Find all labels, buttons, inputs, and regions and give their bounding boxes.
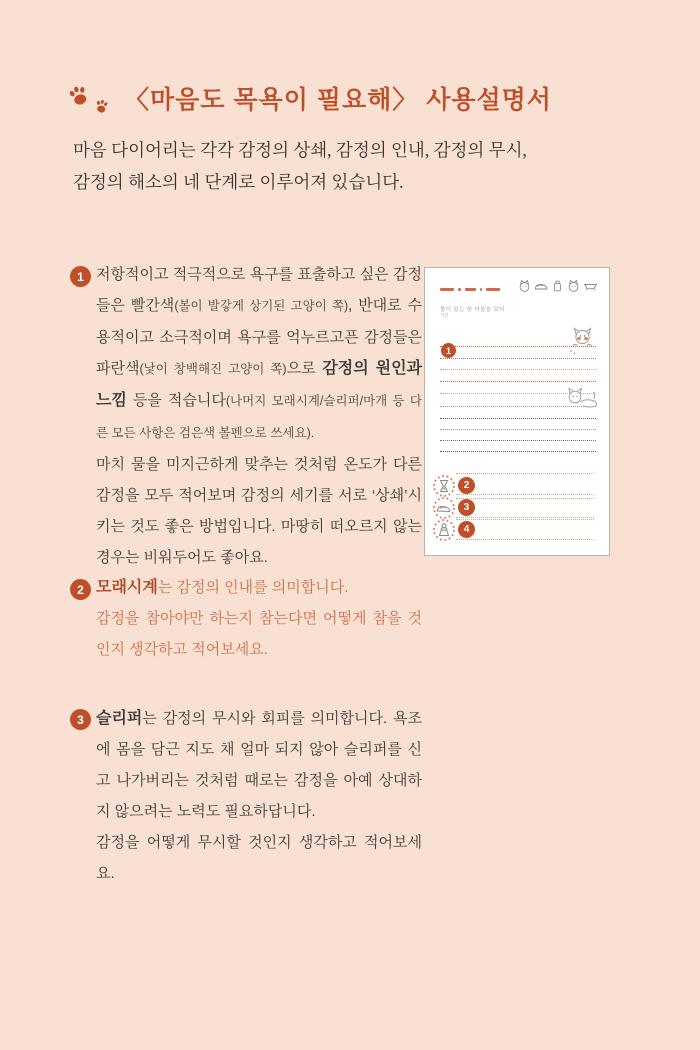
intro-paragraph: [73, 134, 643, 198]
slipper-icon: [534, 279, 548, 292]
intro-line-2: 감정의 해소의 네 단계로 이루어져 있습니다.: [73, 172, 404, 192]
step-1-seg-bold: 감정의 원인과 느낌: [96, 360, 422, 409]
step-3-paragraph-1: [96, 703, 422, 827]
step-2-paragraph-1: [96, 572, 422, 603]
step-1-seg-g: 등을 적습니다: [126, 392, 226, 409]
cat-icon: [567, 279, 580, 292]
step-3-paragraph-2: 감정을 어떻게 무시할 것인지 생각하고 적어보세요.: [96, 834, 422, 882]
pale-cat-doodle: [563, 386, 601, 408]
diary-step-1-badge: 1: [441, 343, 456, 358]
diary-line: [456, 517, 594, 518]
diary-line: [440, 418, 596, 419]
diary-line: [440, 369, 596, 370]
step-1-badge: 1: [70, 266, 91, 287]
stopper-icon: [432, 518, 456, 542]
diary-line: [456, 519, 594, 520]
step-3-keyword: 슬리퍼: [96, 710, 143, 727]
step-1-paragraph-1: [96, 259, 422, 449]
red-cat-doodle: [562, 326, 598, 356]
diary-line: [440, 381, 596, 382]
diary-step-4-badge: 4: [458, 521, 475, 538]
diary-line: [456, 498, 594, 499]
diary-line: [440, 440, 596, 441]
step-1-paragraph-2: 마치 물을 미지근하게 맞추는 것처럼 온도가 다른 감정을 모두 적어보며 감정의 세기를 서로 ‘상쇄’시키는 것도 좋은 방법입니다. 마땅히 떠오르지 않는 경우는 비워두어도 좋아요.: [96, 456, 422, 566]
step-1-seg-a: 저항적이고 적극적으로 욕구를 표출하고 싶은 감정들은 빨간색: [96, 266, 422, 314]
cat-icon: [518, 279, 531, 292]
diary-line: [456, 539, 594, 540]
step-2-rest: 는 감정의 인내를 의미합니다.: [157, 579, 349, 596]
page-title: 〈마음도 목욕이 필요해〉 사용설명서: [124, 86, 552, 114]
step-1-seg-c: , 반대로 수용적이고 소극적이며 욕구를 억누르고픈 감정들은 파란색: [96, 297, 423, 377]
step-3-text: [96, 703, 422, 889]
page-header: [66, 78, 552, 118]
bathtub-icon: [583, 279, 598, 292]
step-1-seg-b: (볼이 발갛게 상기된 고양이 쪽): [174, 299, 349, 313]
step-2-text: [96, 572, 422, 665]
diary-line: [440, 451, 596, 452]
diary-line: [440, 358, 596, 359]
slipper-icon: [432, 496, 456, 520]
step-2-keyword: 모래시계: [96, 579, 158, 596]
step-1-seg-e: 으로: [286, 360, 323, 377]
diary-preview: [424, 267, 610, 556]
intro-line-1: 마음 다이어리는 각각 감정의 상쇄, 감정의 인내, 감정의 무시,: [73, 140, 527, 160]
paw-prints-icon: [66, 78, 114, 118]
diary-caption: 물이 있는 한 마음을 보다: [440, 307, 505, 313]
step-3-rest: 는 감정의 무시와 회피를 의미합니다. 욕조에 몸을 담근 지도 채 얼마 되지 않아 슬리퍼를 신고 나가버리는 것처럼 때로는 감정을 아예 상대하지 않으려는 노력도 필요하답니다.: [96, 710, 422, 820]
jar-icon: [551, 279, 564, 292]
hourglass-icon: [432, 474, 456, 498]
date-placeholder: [440, 288, 500, 291]
diary-step-2-badge: 2: [458, 477, 475, 494]
diary-line: [456, 473, 594, 474]
diary-icon-row: [518, 279, 598, 292]
step-1-text: [96, 259, 422, 573]
step-1-seg-h: (나머지 모래시계/슬리퍼/마개 등 다른 모든 사항은 검은색 볼펜으로 쓰세요).: [96, 394, 422, 440]
diary-caption-sub: 기분: [440, 313, 449, 318]
step-3-badge: 3: [70, 709, 91, 730]
step-1-seg-d: (낯이 창백해진 고양이 쪽): [139, 362, 287, 376]
diary-step-3-badge: 3: [458, 499, 475, 516]
step-2-badge: 2: [70, 579, 91, 600]
step-2-paragraph-2: 감정을 참아야만 하는지 참는다면 어떻게 참을 것인지 생각하고 적어보세요.: [96, 610, 422, 658]
diary-line: [456, 494, 594, 495]
diary-line: [440, 429, 596, 430]
